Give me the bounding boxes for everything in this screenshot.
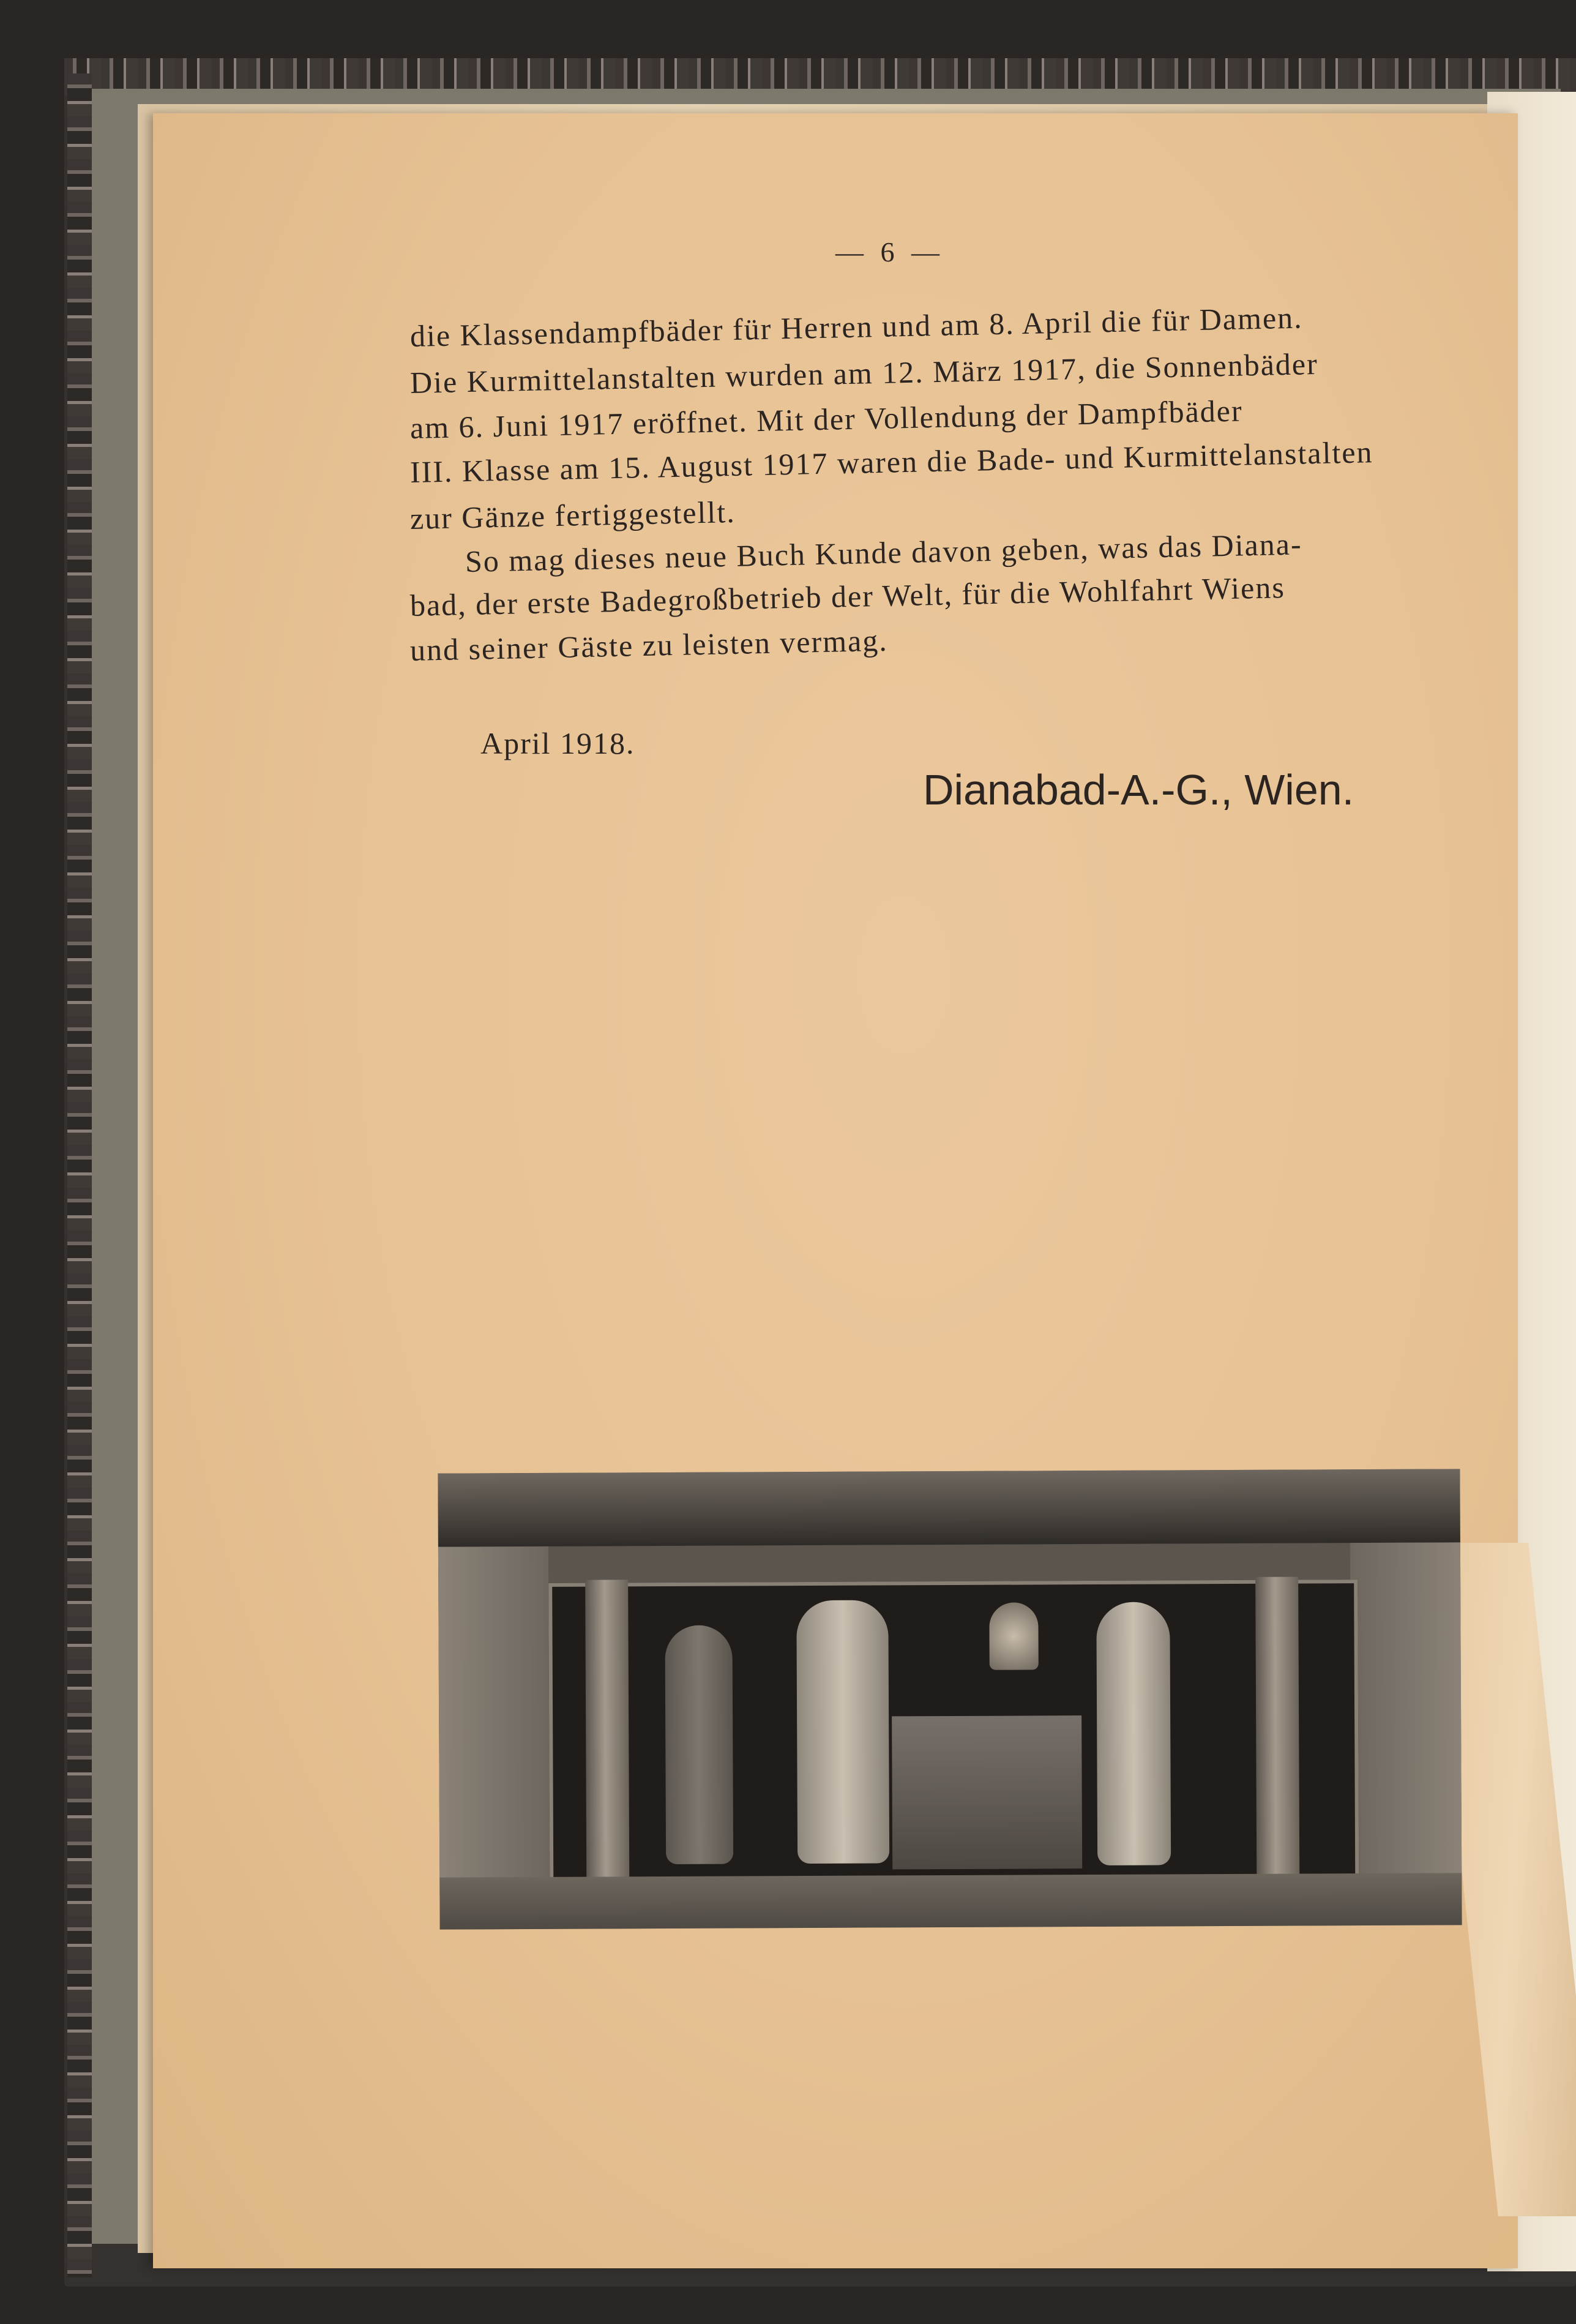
marbled-spine [67, 73, 92, 2277]
photo-pillar-right [1350, 1542, 1462, 1925]
draped-figure-left [796, 1600, 889, 1864]
text-line: die Klassendampfbäder für Herren und am 8. April die für Damen. [409, 300, 1304, 353]
text-line: am 6. Juni 1917 eröffnet. Mit der Vollendung der Dampfbäder [409, 393, 1244, 445]
column-right [1255, 1577, 1299, 1883]
photo-base [439, 1873, 1462, 1929]
page-number: — 6 — [835, 236, 944, 268]
text-line: So mag dieses neue Buch Kunde davon geben, was das Diana- [465, 527, 1303, 579]
photograph-relief [438, 1469, 1462, 1929]
altar [892, 1715, 1082, 1869]
draped-figure-right [1096, 1602, 1171, 1865]
column-left [585, 1580, 629, 1886]
lamp [989, 1602, 1038, 1670]
text-line: bad, der erste Badegroßbetrieb der Welt, für die Wohlfahrt Wiens [409, 570, 1286, 623]
photo-pillar-left [438, 1546, 550, 1930]
background-figure [665, 1625, 733, 1864]
text-line: III. Klasse am 15. August 1917 waren die Bade- und Kurmittelanstalten [409, 435, 1374, 489]
photo-entablature [438, 1469, 1460, 1546]
date-line: April 1918. [480, 726, 635, 760]
signature: Dianabad-A.-G., Wien. [923, 766, 1354, 814]
text-line: und seiner Gäste zu leisten vermag. [409, 623, 889, 667]
text-line: Die Kurmittelanstalten wurden am 12. März 1917, die Sonnenbäder [409, 346, 1319, 400]
text-line: zur Gänze fertiggestellt. [409, 494, 736, 536]
